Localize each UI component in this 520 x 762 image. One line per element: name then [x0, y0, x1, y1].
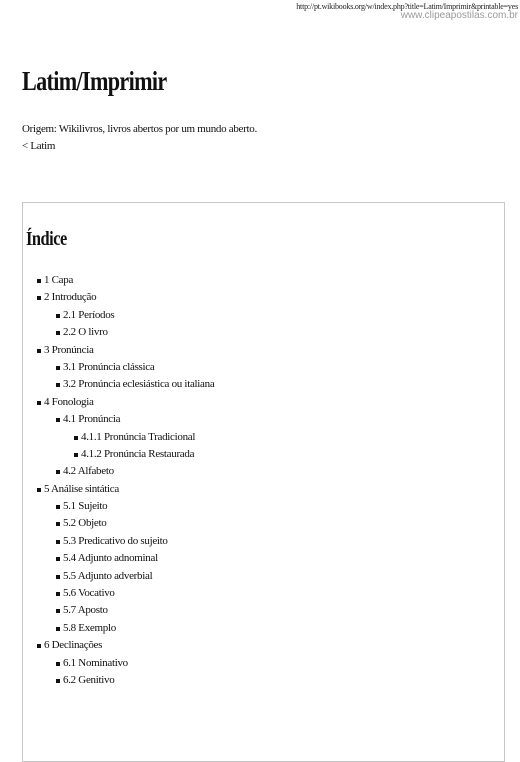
toc-item	[23, 307, 214, 324]
toc-link[interactable]: 5.3 Predicativo do sujeito	[63, 534, 168, 547]
toc-item	[23, 533, 214, 550]
toc-item	[23, 515, 214, 532]
toc-item	[23, 672, 214, 689]
toc-title: Índice	[26, 228, 67, 250]
toc-item	[23, 342, 214, 359]
page-url: http://pt.wikibooks.org/w/index.php?title=Latim/Imprimir&printable=yes	[296, 2, 518, 11]
toc-item	[23, 429, 214, 446]
toc-item	[23, 481, 214, 498]
toc-item	[23, 272, 214, 289]
toc-item	[23, 411, 214, 428]
toc-link[interactable]: 4 Fonologia	[44, 395, 94, 408]
toc-link[interactable]: 6.2 Genitivo	[63, 673, 115, 686]
toc-link[interactable]: 5.5 Adjunto adverbial	[63, 569, 153, 582]
watermark: www.clipeapostilas.com.br	[400, 10, 518, 21]
toc-item	[23, 394, 214, 411]
toc-link[interactable]: 2.1 Períodos	[63, 308, 115, 321]
toc-link[interactable]: 5.7 Aposto	[63, 604, 108, 617]
toc-item	[23, 324, 214, 341]
toc-link[interactable]: 3 Pronúncia	[44, 343, 94, 356]
toc-item	[23, 602, 214, 619]
toc-link[interactable]: 6.1 Nominativo	[63, 656, 128, 669]
toc-link[interactable]: 4.1.2 Pronúncia Restaurada	[81, 447, 195, 460]
toc-link[interactable]: 3.2 Pronúncia eclesiástica ou italiana	[63, 378, 215, 391]
toc-link[interactable]: 4.1 Pronúncia	[63, 413, 121, 426]
toc-item	[23, 585, 214, 602]
toc-link[interactable]: 5.1 Sujeito	[63, 500, 108, 513]
toc-link[interactable]: 2 Introdução	[44, 291, 97, 304]
back-link-latim[interactable]: < Latim	[22, 140, 56, 152]
toc-item	[23, 568, 214, 585]
toc-link[interactable]: 3.1 Pronúncia clássica	[63, 360, 155, 373]
toc-link[interactable]: 4.2 Alfabeto	[63, 465, 114, 478]
toc-link[interactable]: 5.4 Adjunto adnominal	[63, 552, 158, 565]
toc-item	[23, 463, 214, 480]
table-of-contents	[22, 202, 505, 762]
origin-line: Origem: Wikilivros, livros abertos por um mundo aberto.	[22, 123, 257, 135]
toc-item	[23, 359, 214, 376]
toc-item	[23, 446, 214, 463]
toc-link[interactable]: 5.6 Vocativo	[63, 587, 115, 600]
toc-link[interactable]: 6 Declinações	[44, 639, 103, 652]
toc-link[interactable]: 4.1.1 Pronúncia Tradicional	[81, 430, 196, 443]
toc-link[interactable]: 1 Capa	[44, 274, 74, 286]
toc-link[interactable]: 5.8 Exemplo	[63, 621, 116, 634]
toc-item	[23, 289, 214, 306]
toc-item	[23, 376, 214, 393]
toc-item	[23, 550, 214, 567]
toc-link[interactable]: 2.2 O livro	[63, 326, 108, 339]
toc-item	[23, 655, 214, 672]
toc-item	[23, 498, 214, 515]
toc-list	[23, 272, 214, 689]
toc-item	[23, 637, 214, 654]
toc-link[interactable]: 5.2 Objeto	[63, 517, 107, 530]
page-title: Latim/Imprimir	[22, 66, 167, 96]
toc-link[interactable]: 5 Análise sintática	[44, 482, 119, 495]
toc-item	[23, 620, 214, 637]
